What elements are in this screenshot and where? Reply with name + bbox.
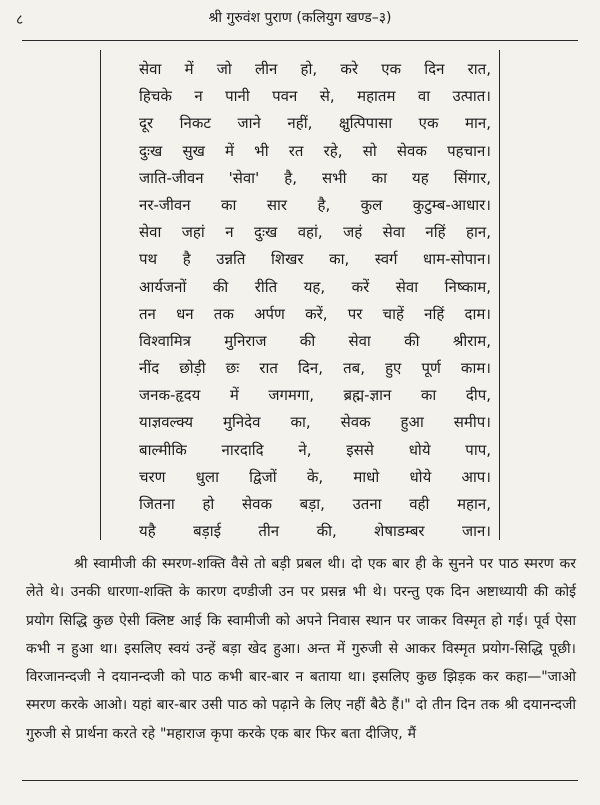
poem-box (100, 50, 500, 540)
poem-line: आर्यजनों की रीति यह, करें सेवा निष्काम, (139, 277, 491, 296)
poem-line: हिचके न पानी पवन से, महातम वा उत्पात। (139, 87, 491, 106)
poem-line: सेवा में जो लीन हो, करे एक दिन रात, (139, 60, 491, 78)
poem-line: विश्वामित्र मुनिराज की सेवा की श्रीराम, (139, 331, 491, 350)
poem-line: जितना हो सेवक बड़ा, उतना वही महान, (139, 495, 491, 513)
body-paragraph: श्री स्वामीजी की स्मरण-शक्ति वैसे तो बड़ी प्रबल थी। दो एक बार ही के सुनने पर पाठ स्मरण कर लेते थे। उनकी धारणा-शक्ति के कारण दण्डीजी उन पर प्रसन्न भी थे। परन्तु एक दिन अष्टाध्यायी की कोई प्रयोग सिद्धि कुछ ऐसी क्लिष्ट आई कि स्वामीजी को अपने निवास स्थान पर जाकर विस्मृत हो गई। पूर्व ऐसा कभी न हुआ था। इसलिए स्वयं उन्हें बड़ा खेद हुआ। अन्त में गुरुजी से आकर विस्मृत प्रयोग-सिद्धि पूछी। विरजानन्दजी ने दयानन्दजी को पाठ कभी बार-बार न बताया था। इसलिए कुछ झिड़क कर कहा—"जाओ स्मरण करके आओ। यहां बार-बार उसी पाठ को पढ़ाने के लिए नहीं बैठे हैं।" दो तीन दिन तक श्री दयानन्दजी गुरुजी से प्रार्थना करते रहे "महाराज कृपा करके एक बार फिर बता दीजिए, मैं (26, 556, 576, 742)
poem-line: नींद छोड़ी छः रात दिन, तब, हुए पूर्ण काम। (139, 359, 491, 378)
poem-line: दूर निकट जाने नहीं, क्षुत्पिपासा एक मान, (139, 114, 491, 133)
poem-line: जनक-हृदय में जगमगा, ब्रह्म-ज्ञान का दीप, (139, 386, 491, 405)
poem-line: नर-जीवन का सार है, कुल कुटुम्ब-आधार। (139, 195, 491, 214)
poem-line: बाल्मीकि नारदादि ने, इससे धोये पाप, (139, 440, 491, 459)
page-number: ८ (16, 12, 24, 28)
poem-line: तन धन तक अर्पण करें, पर चाहें नहिं दाम। (139, 304, 491, 323)
poem-line: पथ है उन्नति शिखर का, स्वर्ग धाम-सोपान। (139, 250, 491, 269)
poem-line: याज्ञवल्क्य मुनिदेव का, सेवक हुआ समीप। (139, 413, 491, 432)
poem-line: यहै बड़ाई तीन की, शेषाडम्बर जान। (139, 522, 491, 541)
poem-line: जाति-जीवन 'सेवा' है, सभी का यह सिंगार, (139, 168, 491, 187)
poem-line: चरण धुला द्विजों के, माधो धोये आप। (139, 467, 491, 486)
poem-line: सेवा जहां न दुःख वहां, जहं सेवा नहिं हान, (139, 223, 491, 242)
poem (101, 50, 499, 545)
running-head: श्री गुरुवंश पुराण (कलियुग खण्ड–३) (208, 10, 392, 26)
top-rule (22, 40, 578, 41)
bottom-rule (22, 780, 578, 781)
poem-line: दुःख सुख में भी रत रहे, सो सेवक पहचान। (139, 141, 491, 160)
